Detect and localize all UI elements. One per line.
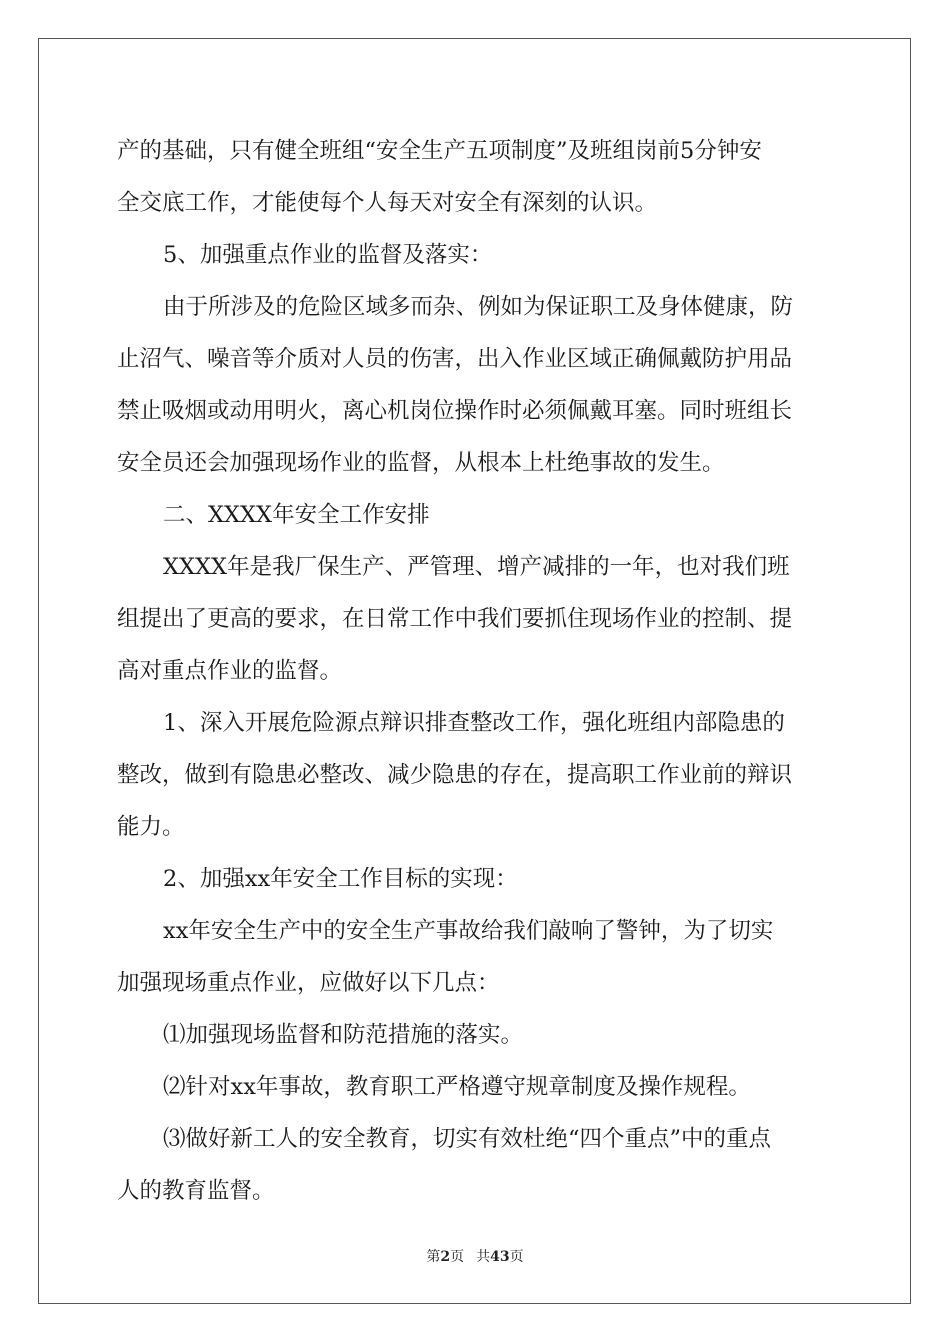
list-item: ⑶做好新工人的安全教育，切实有效杜绝“四个重点”中的重点 — [163, 1126, 772, 1152]
list-item: ⑵针对xx年事故，教育职工严格遵守规章制度及操作规程。 — [163, 1074, 751, 1100]
text-line: 能力。 — [117, 814, 185, 840]
text-line: 止沼气、噪音等介质对人员的伤害，出入作业区域正确佩戴防护用品 — [117, 346, 793, 372]
paragraph-start: XXXX年是我厂保生产、严管理、增产减排的一年，也对我们班 — [163, 554, 790, 580]
text-line: 整改，做到有隐患必整改、减少隐患的存在，提高职工作业前的辩识 — [117, 762, 793, 788]
text-line: 安全员还会加强现场作业的监督，从根本上杜绝事故的发生。 — [117, 450, 725, 476]
total-prefix: 共 — [476, 1249, 491, 1265]
page-suffix: 页 — [450, 1249, 465, 1265]
paragraph-start: 由于所涉及的危险区域多而杂、例如为保证职工及身体健康，防 — [163, 294, 794, 320]
paragraph-start: 1、深入开展危险源点辩识排查整改工作，强化班组内部隐患的 — [163, 710, 785, 736]
total-suffix: 页 — [509, 1249, 524, 1265]
section-heading: 2、加强xx年安全工作目标的实现： — [163, 866, 518, 892]
list-item: ⑴加强现场监督和防范措施的落实。 — [163, 1022, 524, 1048]
section-heading: 5、加强重点作业的监督及落实： — [163, 242, 493, 268]
text-line: 组提出了更高的要求，在日常工作中我们要抓住现场作业的控制、提 — [117, 606, 793, 632]
paragraph-start: xx年安全生产中的安全生产事故给我们敲响了警钟，为了切实 — [163, 918, 774, 944]
text-line: 禁止吸烟或动用明火，离心机岗位操作时必须佩戴耳塞。同时班组长 — [117, 398, 793, 424]
text-line: 人的教育监督。 — [117, 1178, 275, 1204]
section-heading: 二、XXXX年安全工作安排 — [163, 502, 430, 528]
text-line: 高对重点作业的监督。 — [117, 658, 343, 684]
page-number: 2 — [440, 1249, 451, 1265]
text-line: 全交底工作，才能使每个人每天对安全有深刻的认识。 — [117, 190, 658, 216]
total-pages: 43 — [490, 1249, 510, 1265]
page-prefix: 第 — [426, 1249, 441, 1265]
text-line: 产的基础，只有健全班组“安全生产五项制度”及班组岗前5分钟安 — [117, 138, 762, 164]
page-footer — [0, 1248, 950, 1266]
document-body — [117, 125, 833, 1217]
text-line: 加强现场重点作业，应做好以下几点： — [117, 970, 500, 996]
